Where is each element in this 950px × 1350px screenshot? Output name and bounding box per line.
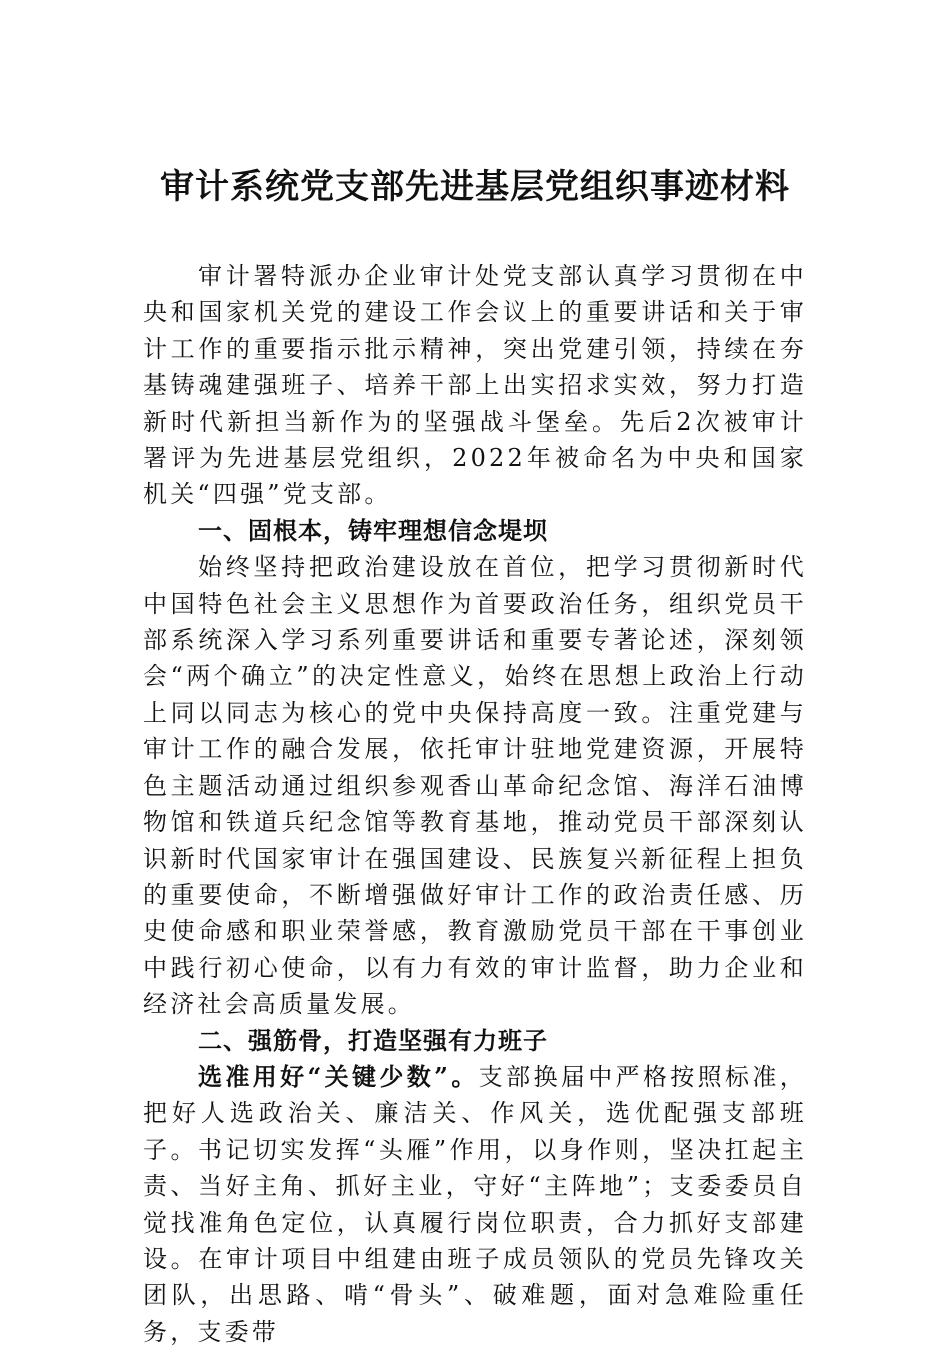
document-body: [143, 258, 807, 1350]
section-2-paragraph-text: 支部换届中严格按照标准，把好人选政治关、廉洁关、作风关，选优配强支部班子。书记切实发挥“头雁”作用，以身作则，坚决扛起主责、当好主角、抓好主业，守好“主阵地”；支委委员自觉找准角色定位，认真履行岗位职责，合力抓好支部建设。在审计项目中组建由班子成员领队的党员先锋攻关团队，出思路、啃“骨头”、破难题，面对急难险重任务，支委带: [143, 1062, 807, 1346]
section-2-paragraph: [143, 1059, 807, 1350]
section-heading-2: 二、强筋骨，打造坚强有力班子: [198, 1025, 548, 1055]
section-2-lead-phrase: 选准用好“关键少数”。: [198, 1061, 479, 1091]
section-1-paragraph: 始终坚持把政治建设放在首位，把学习贯彻新时代中国特色社会主义思想作为首要政治任务，组织党员干部系统深入学习系列重要讲话和重要专著论述，深刻领会“两个确立”的决定性意义，始终在思想上政治上行动上同以同志为核心的党中央保持高度一致。注重党建与审计工作的融合发展，依托审计驻地党建资源，开展特色主题活动通过组织参观香山革命纪念馆、海洋石油博物馆和铁道兵纪念馆等教育基地，推动党员干部深刻认识新时代国家审计在强国建设、民族复兴新征程上担负的重要使命，不断增强做好审计工作的政治责任感、历史使命感和职业荣誉感，教育激励党员干部在干事创业中践行初心使命，以有力有效的审计监督，助力企业和经济社会高质量发展。: [143, 553, 807, 1019]
section-heading-1: 一、固根本，铸牢理想信念堤坝: [198, 515, 548, 545]
document-title: 审计系统党支部先进基层党组织事迹材料: [160, 167, 790, 207]
intro-paragraph: 审计署特派办企业审计处党支部认真学习贯彻在中央和国家机关党的建设工作会议上的重要讲话和关于审计工作的重要指示批示精神，突出党建引领，持续在夯基铸魂建强班子、培养干部上出实招求实效，努力打造新时代新担当新作为的坚强战斗堡垒。先后2次被审计署评为先进基层党组织，2022年被命名为中央和国家机关“四强”党支部。: [143, 262, 807, 509]
